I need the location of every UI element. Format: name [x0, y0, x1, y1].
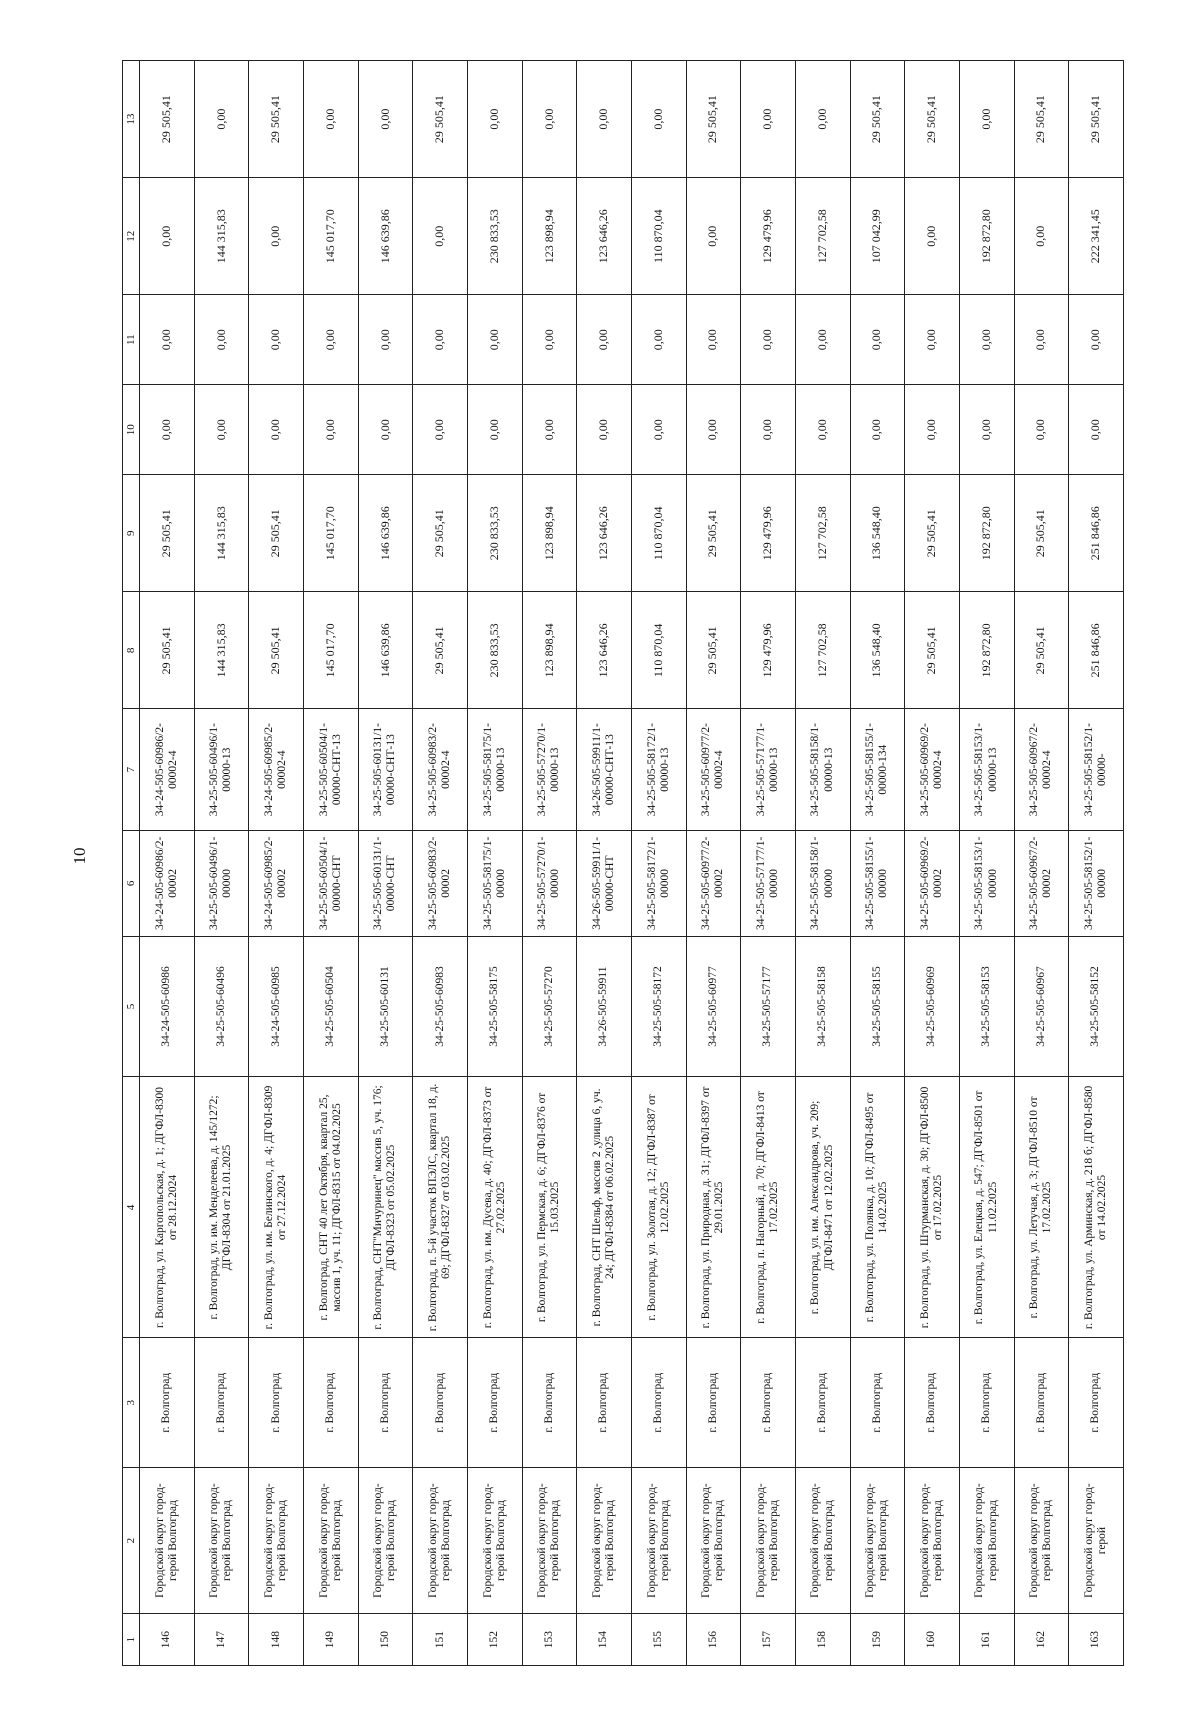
table-cell-col-11: 0,00 [959, 295, 1014, 385]
table-cell-col-5: 34-26-505-59911 [577, 936, 632, 1077]
table-cell-col-4: г. Волгоград, ул. им. Александрова, уч. 209; ДГФЛ-8471 от 12.02.2025 [795, 1077, 850, 1338]
table-row [522, 61, 577, 1666]
table-cell-col-9: 29 505,41 [905, 475, 960, 592]
table-cell-col-5: 34-25-505-60504 [303, 936, 358, 1077]
table-cell-col-4: г. Волгоград, ул. Полянка, д. 10; ДГФЛ-8495 от 14.02.2025 [850, 1077, 905, 1338]
table-cell-col-10: 0,00 [959, 385, 1014, 475]
table-cell-col-13: 0,00 [959, 61, 1014, 178]
table-cell-col-8: 123 646,26 [577, 592, 632, 709]
table-cell-col-4: г. Волгоград, ул. Золотая, д. 12; ДГФЛ-8387 от 12.02.2025 [631, 1077, 686, 1338]
table-cell-col-8: 146 639,86 [358, 592, 413, 709]
table-cell-col-5: 34-25-505-60977 [686, 936, 741, 1077]
table-row [467, 61, 522, 1666]
table-cell-col-5: 34-25-505-58155 [850, 936, 905, 1077]
column-header-5: 5 [123, 936, 140, 1077]
table-cell-col-13: 29 505,41 [686, 61, 741, 178]
table-cell-col-3: г. Волгоград [467, 1338, 522, 1467]
table-cell-col-2: Городской округ город-герой Волгоград [358, 1467, 413, 1613]
table-cell-col-2: Городской округ город-герой Волгоград [303, 1467, 358, 1613]
table-cell-col-9: 110 870,04 [631, 475, 686, 592]
table-cell-col-8: 29 505,41 [686, 592, 741, 709]
table-cell-col-3: г. Волгоград [413, 1338, 468, 1467]
table-cell-col-8: 29 505,41 [1014, 592, 1069, 709]
table-cell-col-6: 34-25-505-58172/1-00000 [631, 830, 686, 936]
table-row [577, 61, 632, 1666]
table-row [959, 61, 1014, 1666]
column-header-1: 1 [123, 1614, 140, 1666]
table-cell-col-7: 34-25-505-58175/1-00000-13 [467, 709, 522, 831]
table-cell-col-1: 157 [741, 1614, 796, 1666]
column-header-13: 13 [123, 61, 140, 178]
table-cell-col-6: 34-25-505-58153/1-00000 [959, 830, 1014, 936]
table-cell-col-1: 153 [522, 1614, 577, 1666]
table-cell-col-11: 0,00 [795, 295, 850, 385]
table-cell-col-12: 146 639,86 [358, 178, 413, 295]
table-cell-col-10: 0,00 [303, 385, 358, 475]
table-cell-col-10: 0,00 [358, 385, 413, 475]
table-cell-col-12: 123 646,26 [577, 178, 632, 295]
table-cell-col-4: г. Волгоград, ул. Природная, д. 31; ДГФЛ-8397 от 29.01.2025 [686, 1077, 741, 1338]
table-row [303, 61, 358, 1666]
table-cell-col-11: 0,00 [577, 295, 632, 385]
table-cell-col-6: 34-26-505-59911/1-00000-СНТ [577, 830, 632, 936]
table-cell-col-7: 34-24-505-60985/2-00002-4 [249, 709, 304, 831]
table-cell-col-9: 123 646,26 [577, 475, 632, 592]
table-cell-col-4: г. Волгоград, ул. им. Менделеева, д. 145/1272; ДГФЛ-8304 от 21.01.2025 [194, 1077, 249, 1338]
table-cell-col-1: 160 [905, 1614, 960, 1666]
table-cell-col-11: 0,00 [522, 295, 577, 385]
table-cell-col-6: 34-25-505-57177/1-00000 [741, 830, 796, 936]
table-cell-col-8: 192 872,80 [959, 592, 1014, 709]
table-cell-col-9: 192 872,80 [959, 475, 1014, 592]
table-cell-col-4: г. Волгоград, ул. Летучая, д. 3; ДГФЛ-8510 от 17.02.2025 [1014, 1077, 1069, 1338]
table-cell-col-6: 34-25-505-60504/1-00000-СНТ [303, 830, 358, 936]
table-cell-col-8: 251 846,86 [1069, 592, 1124, 709]
table-cell-col-7: 34-25-505-60967/2-00002-4 [1014, 709, 1069, 831]
table-row [358, 61, 413, 1666]
table-cell-col-13: 0,00 [577, 61, 632, 178]
table-cell-col-3: г. Волгоград [959, 1338, 1014, 1467]
table-cell-col-10: 0,00 [905, 385, 960, 475]
table-cell-col-12: 230 833,53 [467, 178, 522, 295]
table-row [795, 61, 850, 1666]
table-cell-col-1: 150 [358, 1614, 413, 1666]
table-cell-col-3: г. Волгоград [1069, 1338, 1124, 1467]
table-cell-col-8: 129 479,96 [741, 592, 796, 709]
table-cell-col-11: 0,00 [1069, 295, 1124, 385]
table-cell-col-12: 107 042,99 [850, 178, 905, 295]
table-cell-col-7: 34-25-505-60969/2-00002-4 [905, 709, 960, 831]
table-cell-col-3: г. Волгоград [1014, 1338, 1069, 1467]
header-row [123, 61, 140, 1666]
column-header-9: 9 [123, 475, 140, 592]
table-cell-col-4: г. Волгоград, СНТ"Мичуринец" массив 5, уч. 176; ДГФЛ-8323 от 05.02.2025 [358, 1077, 413, 1338]
table-cell-col-5: 34-25-505-60967 [1014, 936, 1069, 1077]
table-cell-col-5: 34-25-505-58152 [1069, 936, 1124, 1077]
table-cell-col-2: Городской округ город-герой Волгоград [741, 1467, 796, 1613]
table-cell-col-4: г. Волгоград, ул. Штурманская, д. 30; ДГФЛ-8500 от 17.02.2025 [905, 1077, 960, 1338]
table-cell-col-10: 0,00 [194, 385, 249, 475]
table-cell-col-5: 34-25-505-58175 [467, 936, 522, 1077]
table-cell-col-7: 34-25-505-58158/1-00000-13 [795, 709, 850, 831]
table-cell-col-3: г. Волгоград [140, 1338, 195, 1467]
table-cell-col-2: Городской округ город-герой Волгоград [905, 1467, 960, 1613]
table-cell-col-10: 0,00 [631, 385, 686, 475]
table-cell-col-7: 34-25-505-58155/1-00000-134 [850, 709, 905, 831]
table-cell-col-13: 29 505,41 [1069, 61, 1124, 178]
table-cell-col-8: 29 505,41 [249, 592, 304, 709]
table-cell-col-6: 34-25-505-57270/1-00000 [522, 830, 577, 936]
table-cell-col-10: 0,00 [741, 385, 796, 475]
table-cell-col-13: 29 505,41 [140, 61, 195, 178]
table-cell-col-6: 34-24-505-60985/2-00002 [249, 830, 304, 936]
table-cell-col-7: 34-25-505-58153/1-00000-13 [959, 709, 1014, 831]
table-cell-col-6: 34-25-505-60969/2-00002 [905, 830, 960, 936]
table-cell-col-12: 127 702,58 [795, 178, 850, 295]
table-cell-col-5: 34-25-505-58153 [959, 936, 1014, 1077]
table-cell-col-3: г. Волгоград [631, 1338, 686, 1467]
table-cell-col-1: 152 [467, 1614, 522, 1666]
table-cell-col-1: 151 [413, 1614, 468, 1666]
table-cell-col-7: 34-25-505-58152/1-00000- [1069, 709, 1124, 831]
table-cell-col-11: 0,00 [140, 295, 195, 385]
table-row [741, 61, 796, 1666]
table-cell-col-5: 34-25-505-58172 [631, 936, 686, 1077]
table-cell-col-5: 34-25-505-57177 [741, 936, 796, 1077]
table-cell-col-4: г. Волгоград, п. 5-й участок ВПЭЛС, квартал 18, д. 69; ДГФЛ-8327 от 03.02.2025 [413, 1077, 468, 1338]
table-cell-col-11: 0,00 [413, 295, 468, 385]
table-cell-col-6: 34-25-505-58158/1-00000 [795, 830, 850, 936]
table-cell-col-6: 34-25-505-58152/1-00000 [1069, 830, 1124, 936]
table-cell-col-11: 0,00 [358, 295, 413, 385]
table-cell-col-12: 144 315,83 [194, 178, 249, 295]
table-cell-col-9: 29 505,41 [249, 475, 304, 592]
table-cell-col-3: г. Волгоград [194, 1338, 249, 1467]
table-cell-col-7: 34-25-505-57177/1-00000-13 [741, 709, 796, 831]
table-cell-col-9: 230 833,53 [467, 475, 522, 592]
table-cell-col-5: 34-25-505-60969 [905, 936, 960, 1077]
table-cell-col-3: г. Волгоград [686, 1338, 741, 1467]
table-cell-col-3: г. Волгоград [522, 1338, 577, 1467]
table-cell-col-2: Городской округ город-герой Волгоград [467, 1467, 522, 1613]
table-cell-col-12: 0,00 [249, 178, 304, 295]
table-cell-col-12: 145 017,70 [303, 178, 358, 295]
column-header-7: 7 [123, 709, 140, 831]
table-cell-col-1: 159 [850, 1614, 905, 1666]
table-cell-col-9: 29 505,41 [413, 475, 468, 592]
table-cell-col-10: 0,00 [467, 385, 522, 475]
table-cell-col-1: 162 [1014, 1614, 1069, 1666]
table-cell-col-3: г. Волгоград [303, 1338, 358, 1467]
table-cell-col-10: 0,00 [413, 385, 468, 475]
table-cell-col-3: г. Волгоград [905, 1338, 960, 1467]
table-cell-col-13: 0,00 [522, 61, 577, 178]
table-cell-col-13: 0,00 [741, 61, 796, 178]
table-cell-col-13: 29 505,41 [413, 61, 468, 178]
table-cell-col-13: 0,00 [795, 61, 850, 178]
table-cell-col-2: Городской округ город-герой Волгоград [413, 1467, 468, 1613]
table-cell-col-8: 29 505,41 [140, 592, 195, 709]
table-cell-col-8: 110 870,04 [631, 592, 686, 709]
table-cell-col-10: 0,00 [577, 385, 632, 475]
table-cell-col-12: 0,00 [413, 178, 468, 295]
table-cell-col-9: 127 702,58 [795, 475, 850, 592]
table-row [413, 61, 468, 1666]
table-cell-col-6: 34-25-505-60983/2-00002 [413, 830, 468, 936]
table-cell-col-7: 34-24-505-60986/2-00002-4 [140, 709, 195, 831]
table-cell-col-13: 0,00 [358, 61, 413, 178]
table-cell-col-8: 230 833,53 [467, 592, 522, 709]
table-cell-col-12: 0,00 [905, 178, 960, 295]
table-cell-col-10: 0,00 [850, 385, 905, 475]
table-cell-col-6: 34-25-505-58155/1-00000 [850, 830, 905, 936]
table-cell-col-1: 148 [249, 1614, 304, 1666]
table-cell-col-5: 34-25-505-58158 [795, 936, 850, 1077]
table-cell-col-9: 123 898,94 [522, 475, 577, 592]
table-cell-col-7: 34-25-505-60131/1-00000-СНТ-13 [358, 709, 413, 831]
table-cell-col-1: 163 [1069, 1614, 1124, 1666]
table-cell-col-5: 34-25-505-60131 [358, 936, 413, 1077]
table-cell-col-2: Городской округ город-герой [1069, 1467, 1124, 1613]
table-cell-col-5: 34-24-505-60985 [249, 936, 304, 1077]
document-table [122, 60, 1124, 1666]
table-cell-col-13: 29 505,41 [249, 61, 304, 178]
table-cell-col-3: г. Волгоград [795, 1338, 850, 1467]
table-cell-col-12: 0,00 [686, 178, 741, 295]
table-cell-col-9: 144 315,83 [194, 475, 249, 592]
table-cell-col-12: 110 870,04 [631, 178, 686, 295]
column-header-4: 4 [123, 1077, 140, 1338]
table-cell-col-8: 29 505,41 [905, 592, 960, 709]
table-cell-col-1: 158 [795, 1614, 850, 1666]
table-cell-col-13: 29 505,41 [850, 61, 905, 178]
table-cell-col-10: 0,00 [1014, 385, 1069, 475]
table-cell-col-1: 147 [194, 1614, 249, 1666]
table-cell-col-2: Городской округ город-герой Волгоград [959, 1467, 1014, 1613]
table-cell-col-6: 34-25-505-60131/1-00000-СНТ [358, 830, 413, 936]
table-cell-col-13: 29 505,41 [1014, 61, 1069, 178]
table-cell-col-6: 34-25-505-60977/2-00002 [686, 830, 741, 936]
table-cell-col-7: 34-25-505-60983/2-00002-4 [413, 709, 468, 831]
table-row [686, 61, 741, 1666]
table-row [1069, 61, 1124, 1666]
table-cell-col-2: Городской округ город-герой Волгоград [194, 1467, 249, 1613]
table-cell-col-2: Городской округ город-герой Волгоград [522, 1467, 577, 1613]
table-cell-col-6: 34-25-505-60967/2-00002 [1014, 830, 1069, 936]
table-cell-col-9: 145 017,70 [303, 475, 358, 592]
table-cell-col-9: 251 846,86 [1069, 475, 1124, 592]
table-cell-col-13: 29 505,41 [905, 61, 960, 178]
table-cell-col-4: г. Волгоград, ул. Елецкая, д. 547; ДГФЛ-8501 от 11.02.2025 [959, 1077, 1014, 1338]
table-cell-col-6: 34-25-505-60496/1-00000 [194, 830, 249, 936]
table-cell-col-8: 136 548,40 [850, 592, 905, 709]
table-row [1014, 61, 1069, 1666]
table-cell-col-11: 0,00 [1014, 295, 1069, 385]
table-cell-col-9: 129 479,96 [741, 475, 796, 592]
table-cell-col-11: 0,00 [850, 295, 905, 385]
table-cell-col-8: 127 702,58 [795, 592, 850, 709]
table-cell-col-8: 123 898,94 [522, 592, 577, 709]
table-cell-col-11: 0,00 [686, 295, 741, 385]
table-cell-col-4: г. Волгоград, ул. Каргопольская, д. 1; ДГФЛ-8300 от 28.12.2024 [140, 1077, 195, 1338]
table-cell-col-7: 34-25-505-60504/1-00000-СНТ-13 [303, 709, 358, 831]
table-cell-col-5: 34-25-505-60983 [413, 936, 468, 1077]
table-cell-col-9: 29 505,41 [1014, 475, 1069, 592]
table-cell-col-5: 34-25-505-57270 [522, 936, 577, 1077]
table-cell-col-11: 0,00 [194, 295, 249, 385]
page-number: 10 [70, 847, 89, 865]
table-cell-col-6: 34-24-505-60986/2-00002 [140, 830, 195, 936]
table-cell-col-10: 0,00 [249, 385, 304, 475]
table-body [140, 61, 1124, 1666]
table-cell-col-11: 0,00 [631, 295, 686, 385]
column-header-2: 2 [123, 1467, 140, 1613]
column-header-10: 10 [123, 385, 140, 475]
table-cell-col-1: 155 [631, 1614, 686, 1666]
column-header-12: 12 [123, 178, 140, 295]
table-cell-col-4: г. Волгоград, СНТ Шельф, массив 2 ,улица 6, уч. 24; ДГФЛ-8384 от 06.02.2025 [577, 1077, 632, 1338]
table-cell-col-2: Городской округ город-герой Волгоград [850, 1467, 905, 1613]
table-cell-col-12: 129 479,96 [741, 178, 796, 295]
table-cell-col-4: г. Волгоград, ул. Арминская, д. 218 б; ДГФЛ-8580 от 14.02.2025 [1069, 1077, 1124, 1338]
table-cell-col-2: Городской округ город-герой Волгоград [795, 1467, 850, 1613]
table-cell-col-8: 29 505,41 [413, 592, 468, 709]
table-row [850, 61, 905, 1666]
table-row [631, 61, 686, 1666]
table-cell-col-11: 0,00 [249, 295, 304, 385]
table-cell-col-12: 123 898,94 [522, 178, 577, 295]
table-row [140, 61, 195, 1666]
table-cell-col-4: г. Волгоград, п. Нагорный, д. 70; ДГФЛ-8413 от 17.02.2025 [741, 1077, 796, 1338]
table-cell-col-1: 161 [959, 1614, 1014, 1666]
table-cell-col-12: 0,00 [1014, 178, 1069, 295]
table-cell-col-4: г. Волгоград, СНТ 40 лет Октября, квартал 25, массив 1, уч. 11; ДГФЛ-8315 от 04.02.2025 [303, 1077, 358, 1338]
table-cell-col-11: 0,00 [467, 295, 522, 385]
document-table-container [122, 60, 1124, 1666]
table-cell-col-9: 146 639,86 [358, 475, 413, 592]
table-cell-col-5: 34-25-505-60496 [194, 936, 249, 1077]
table-cell-col-9: 29 505,41 [140, 475, 195, 592]
table-cell-col-3: г. Волгоград [249, 1338, 304, 1467]
table-cell-col-10: 0,00 [140, 385, 195, 475]
table-cell-col-12: 222 341,45 [1069, 178, 1124, 295]
table-cell-col-2: Городской округ город-герой Волгоград [140, 1467, 195, 1613]
table-cell-col-11: 0,00 [905, 295, 960, 385]
table-row [905, 61, 960, 1666]
table-cell-col-5: 34-24-505-60986 [140, 936, 195, 1077]
table-cell-col-2: Городской округ город-герой Волгоград [1014, 1467, 1069, 1613]
table-cell-col-8: 145 017,70 [303, 592, 358, 709]
column-header-8: 8 [123, 592, 140, 709]
table-cell-col-7: 34-25-505-57270/1-00000-13 [522, 709, 577, 831]
table-cell-col-1: 156 [686, 1614, 741, 1666]
table-row [194, 61, 249, 1666]
table-cell-col-3: г. Волгоград [577, 1338, 632, 1467]
table-cell-col-2: Городской округ город-герой Волгоград [631, 1467, 686, 1613]
table-cell-col-7: 34-25-505-58172/1-00000-13 [631, 709, 686, 831]
table-cell-col-7: 34-25-505-60496/1-00000-13 [194, 709, 249, 831]
table-cell-col-9: 29 505,41 [686, 475, 741, 592]
table-cell-col-4: г. Волгоград, ул. им. Дусева, д. 40; ДГФЛ-8373 от 27.02.2025 [467, 1077, 522, 1338]
table-cell-col-10: 0,00 [686, 385, 741, 475]
column-header-3: 3 [123, 1338, 140, 1467]
table-row [249, 61, 304, 1666]
column-header-11: 11 [123, 295, 140, 385]
table-cell-col-2: Городской округ город-герой Волгоград [249, 1467, 304, 1613]
table-cell-col-11: 0,00 [303, 295, 358, 385]
table-cell-col-10: 0,00 [522, 385, 577, 475]
table-cell-col-1: 149 [303, 1614, 358, 1666]
table-cell-col-4: г. Волгоград, ул. Пермская, д. 6; ДГФЛ-8376 от 15.03.2025 [522, 1077, 577, 1338]
table-cell-col-1: 146 [140, 1614, 195, 1666]
table-cell-col-3: г. Волгоград [358, 1338, 413, 1467]
table-cell-col-11: 0,00 [741, 295, 796, 385]
table-cell-col-7: 34-25-505-60977/2-00002-4 [686, 709, 741, 831]
table-cell-col-2: Городской округ город-герой Волгоград [577, 1467, 632, 1613]
table-cell-col-4: г. Волгоград, ул. им. Белинского, д. 4; ДГФЛ-8309 от 27.12.2024 [249, 1077, 304, 1338]
table-cell-col-3: г. Волгоград [741, 1338, 796, 1467]
table-cell-col-13: 0,00 [631, 61, 686, 178]
table-cell-col-2: Городской округ город-герой Волгоград [686, 1467, 741, 1613]
column-header-6: 6 [123, 830, 140, 936]
table-cell-col-12: 192 872,80 [959, 178, 1014, 295]
table-cell-col-12: 0,00 [140, 178, 195, 295]
table-cell-col-9: 136 548,40 [850, 475, 905, 592]
table-cell-col-1: 154 [577, 1614, 632, 1666]
table-cell-col-13: 0,00 [194, 61, 249, 178]
table-cell-col-10: 0,00 [795, 385, 850, 475]
table-cell-col-6: 34-25-505-58175/1-00000 [467, 830, 522, 936]
table-cell-col-13: 0,00 [303, 61, 358, 178]
table-cell-col-7: 34-26-505-59911/1-00000-СНТ-13 [577, 709, 632, 831]
table-cell-col-3: г. Волгоград [850, 1338, 905, 1467]
table-cell-col-8: 144 315,83 [194, 592, 249, 709]
table-cell-col-10: 0,00 [1069, 385, 1124, 475]
table-cell-col-13: 0,00 [467, 61, 522, 178]
